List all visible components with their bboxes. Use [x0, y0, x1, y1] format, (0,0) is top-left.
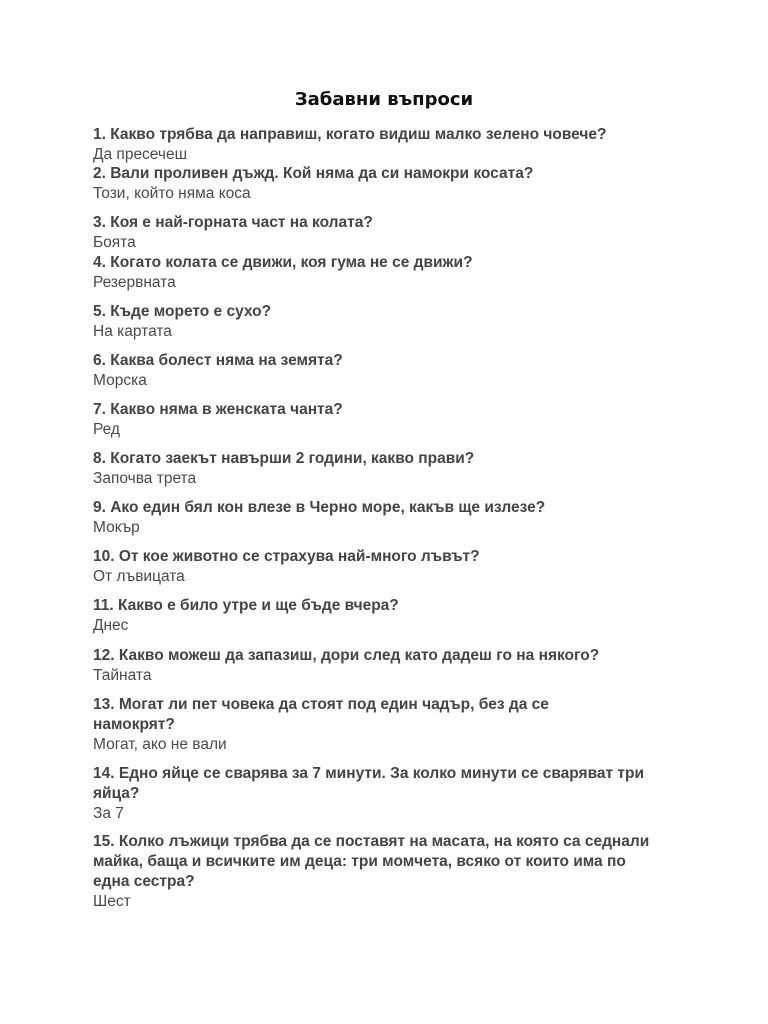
answer: Ред [93, 421, 120, 438]
qa-item-2 [93, 164, 693, 204]
answer: Шест [93, 893, 131, 910]
question: 7. Какво няма в женската чанта? [93, 401, 343, 418]
question: 12. Какво можеш да запазиш, дори след като дадеш го на някого? [93, 647, 600, 664]
qa-item-6 [93, 351, 693, 391]
qa-item-9 [93, 498, 693, 538]
answer: Боята [93, 234, 136, 251]
qa-item-10 [93, 547, 693, 587]
page-title: Забавни въпроси [294, 89, 474, 110]
qa-item-12 [93, 646, 693, 686]
question: 5. Къде морето е сухо? [93, 303, 272, 320]
qa-item-3 [93, 213, 693, 253]
qa-item-5 [93, 302, 693, 342]
qa-item-8 [93, 449, 693, 489]
qa-item-14 [93, 764, 673, 824]
answer: Да пресечеш [93, 146, 188, 163]
qa-item-7 [93, 400, 693, 440]
answer: От лъвицата [93, 568, 185, 585]
question: 13. Могат ли пет човека да стоят под един чадър, без да се намокрят? [93, 696, 549, 733]
answer: За 7 [93, 805, 124, 822]
question: 9. Ако един бял кон влезе в Черно море, какъв ще излезе? [93, 499, 546, 516]
question: 8. Когато заекът навърши 2 години, какво прави? [93, 450, 475, 467]
answer: Тайната [93, 667, 152, 684]
answer: На картата [93, 323, 172, 340]
question: 11. Какво е било утре и ще бъде вчера? [93, 597, 399, 614]
question: 1. Какво трябва да направиш, когато видиш малко зелено човече? [93, 126, 607, 143]
question: 15. Колко лъжици трябва да се поставят на масата, на която са седнали майка, баща и всичките им деца: три момчета, всяко от които има по една сестра? [93, 833, 650, 890]
qa-item-11 [93, 596, 693, 636]
answer: Този, който няма коса [93, 185, 251, 202]
answer: Резервната [93, 274, 176, 291]
answer: Започва трета [93, 470, 197, 487]
answer: Мокър [93, 519, 140, 536]
question: 14. Едно яйце се сварява за 7 минути. За колко минути се сваряват три яйца? [93, 765, 645, 802]
question: 3. Коя е най-горната част на колата? [93, 214, 373, 231]
question: 10. От кое животно се страхува най-много лъвът? [93, 548, 480, 565]
qa-item-15 [93, 832, 653, 912]
qa-item-13 [93, 695, 613, 755]
answer: Морска [93, 372, 147, 389]
answer: Днес [93, 617, 129, 634]
question: 2. Вали проливен дъжд. Кой няма да си намокри косата? [93, 165, 534, 182]
question: 4. Когато колата се движи, коя гума не се движи? [93, 254, 473, 271]
qa-item-1 [93, 125, 693, 165]
answer: Могат, ако не вали [93, 736, 227, 753]
qa-item-4 [93, 253, 693, 293]
question: 6. Каква болест няма на земята? [93, 352, 343, 369]
